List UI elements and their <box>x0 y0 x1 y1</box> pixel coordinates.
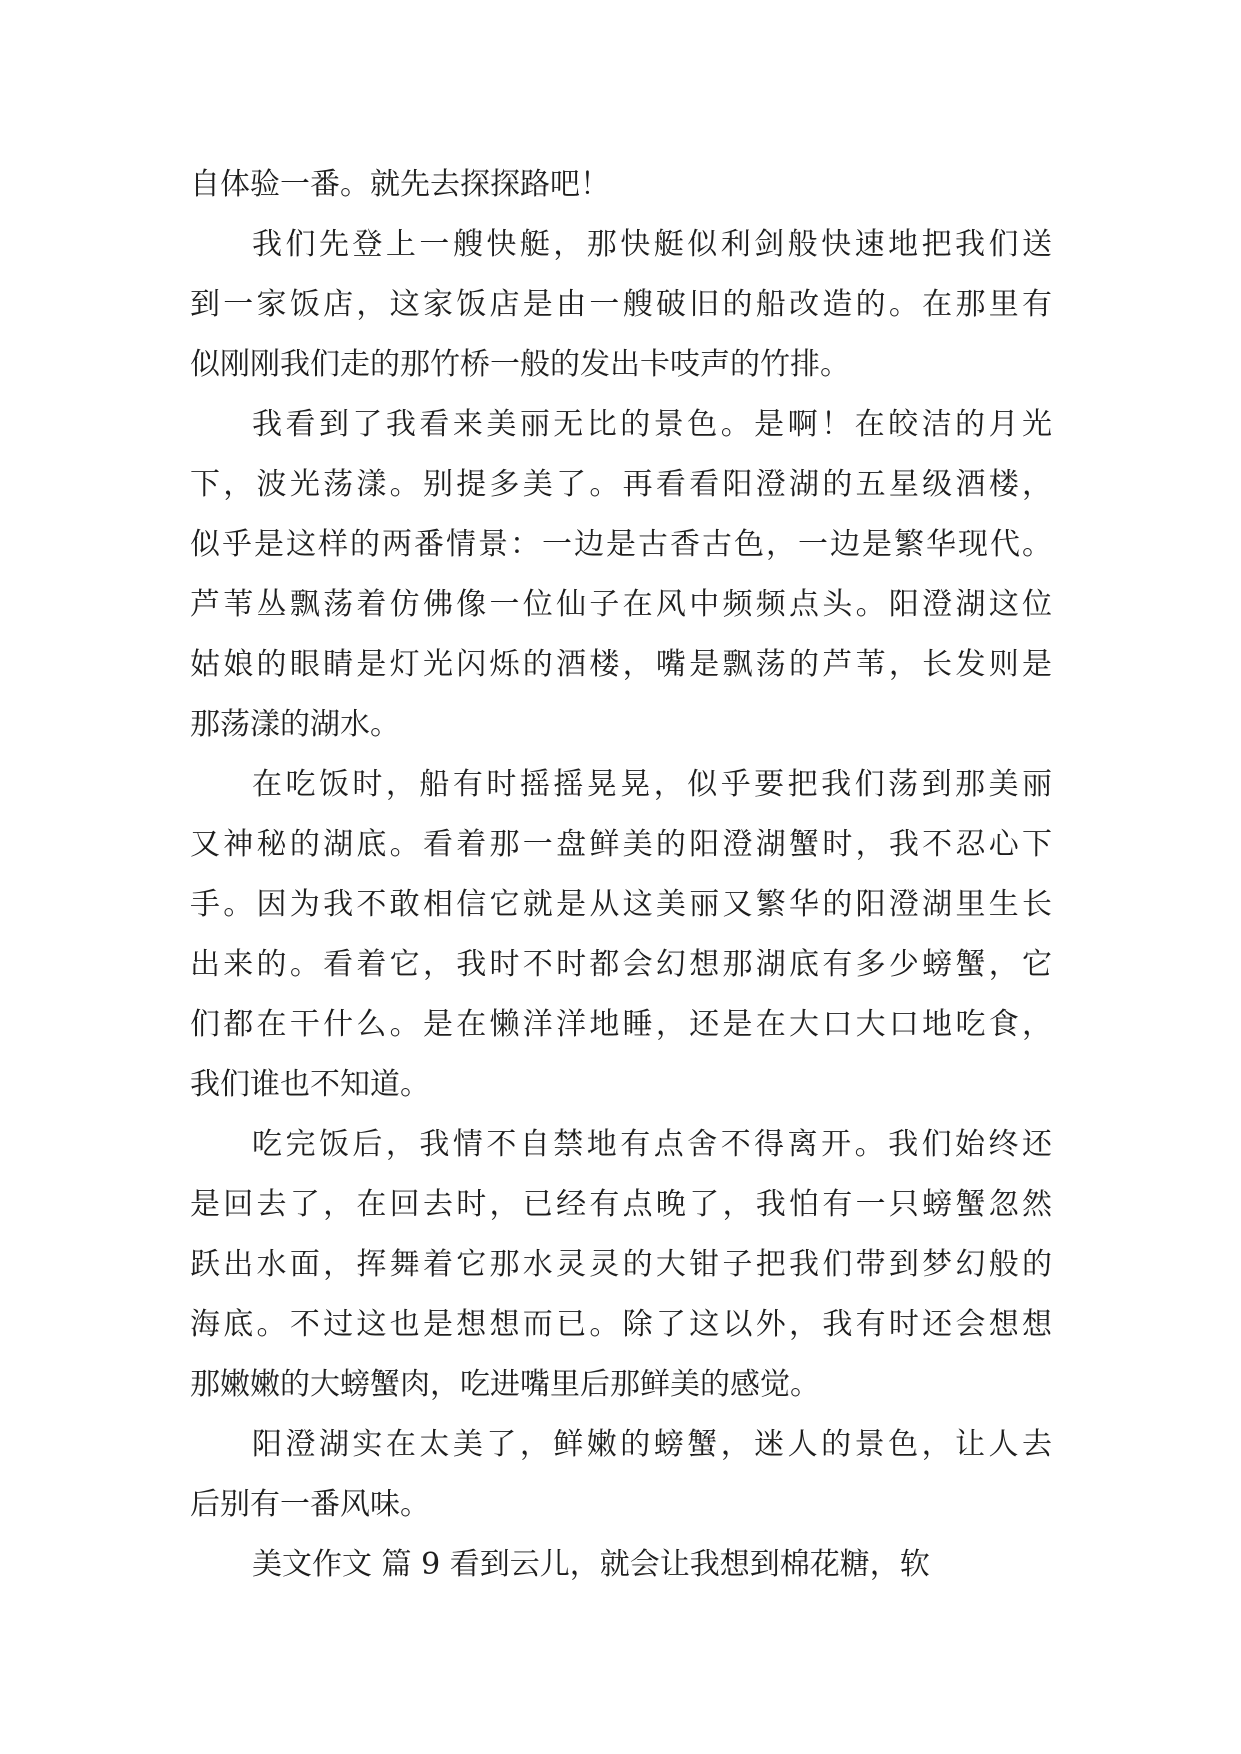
text-line: 后别有一番风味。 <box>190 1487 430 1522</box>
text-line: 手。因为我不敢相信它就是从这美丽又繁华的阳澄湖里生长 <box>190 887 1052 922</box>
paragraph-first-line: 我们先登上一艘快艇，那快艇似利剑般快速地把我们送 <box>252 227 1052 262</box>
text-line: 是回去了，在回去时，已经有点晚了，我怕有一只螃蟹忽然 <box>190 1187 1052 1222</box>
text-line: 海底。不过这也是想想而已。除了这以外，我有时还会想想 <box>190 1307 1052 1342</box>
text-line: 出来的。看着它，我时不时都会幻想那湖底有多少螃蟹，它 <box>190 947 1052 982</box>
text-line: 自体验一番。就先去探探路吧！ <box>190 167 610 202</box>
text-line: 又神秘的湖底。看着那一盘鲜美的阳澄湖蟹时，我不忍心下 <box>190 827 1052 862</box>
section-heading-line: 美文作文 篇 9 看到云儿，就会让我想到棉花糖，软 <box>252 1547 930 1582</box>
text-line: 姑娘的眼睛是灯光闪烁的酒楼，嘴是飘荡的芦苇，长发则是 <box>190 647 1052 682</box>
paragraph-first-line: 吃完饭后，我情不自禁地有点舍不得离开。我们始终还 <box>252 1127 1052 1162</box>
paragraph-first-line: 阳澄湖实在太美了，鲜嫩的螃蟹，迷人的景色，让人去 <box>252 1427 1052 1462</box>
text-line: 芦苇丛飘荡着仿佛像一位仙子在风中频频点头。阳澄湖这位 <box>190 587 1052 622</box>
paragraph-first-line: 我看到了我看来美丽无比的景色。是啊！在皎洁的月光 <box>252 407 1052 442</box>
text-line: 似乎是这样的两番情景：一边是古香古色，一边是繁华现代。 <box>190 527 1052 562</box>
paragraph-first-line: 在吃饭时，船有时摇摇晃晃，似乎要把我们荡到那美丽 <box>252 767 1052 802</box>
text-line: 那嫩嫩的大螃蟹肉，吃进嘴里后那鲜美的感觉。 <box>190 1367 820 1402</box>
text-line: 们都在干什么。是在懒洋洋地睡，还是在大口大口地吃食， <box>190 1007 1052 1042</box>
text-line: 似刚刚我们走的那竹桥一般的发出卡吱声的竹排。 <box>190 347 850 382</box>
text-line: 那荡漾的湖水。 <box>190 707 400 742</box>
text-line: 跃出水面，挥舞着它那水灵灵的大钳子把我们带到梦幻般的 <box>190 1247 1052 1282</box>
text-line: 我们谁也不知道。 <box>190 1067 430 1102</box>
essay-body <box>190 155 1052 1595</box>
text-line: 到一家饭店，这家饭店是由一艘破旧的船改造的。在那里有 <box>190 287 1052 322</box>
text-line: 下，波光荡漾。别提多美了。再看看阳澄湖的五星级酒楼， <box>190 467 1052 502</box>
